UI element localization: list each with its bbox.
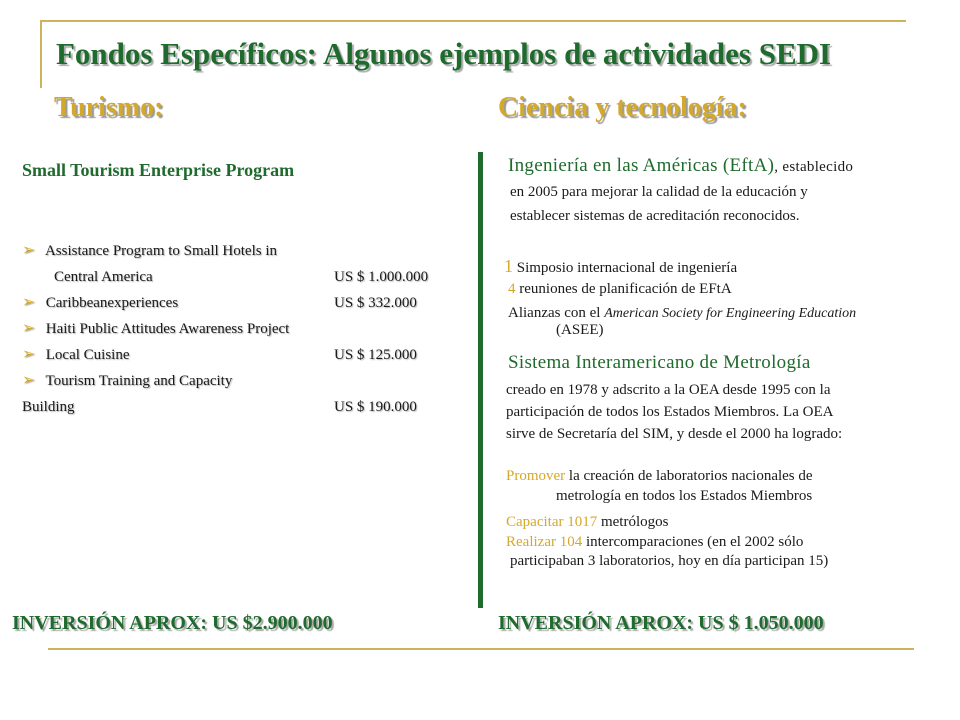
list-item: Central America US $ 1.000.000: [22, 264, 452, 290]
slide-title: Fondos Específicos: Algunos ejemplos de actividades SEDI: [56, 36, 832, 71]
list-item: Building US $ 190.000: [22, 394, 452, 420]
bottom-rule: [48, 648, 914, 650]
column-divider: [478, 152, 483, 608]
tourism-project-list: [22, 238, 452, 420]
amount: US $ 125.000: [334, 347, 417, 363]
sim-line-1: creado en 1978 y adscrito a la OEA desde 1995 con la: [506, 382, 831, 398]
amount: US $ 190.000: [334, 399, 417, 415]
amount: US $ 332.000: [334, 295, 417, 311]
efta-line-2: en 2005 para mejorar la calidad de la educación y: [510, 184, 808, 200]
sim-item-realizar: Realizar 104 intercomparaciones (en el 2002 sólo: [506, 534, 804, 550]
arrow-bullet-icon: ➢: [22, 346, 36, 363]
sim-line-2: participación de todos los Estados Miembros. La OEA: [506, 404, 834, 420]
arrow-bullet-icon: ➢: [22, 320, 36, 337]
arrow-bullet-icon: ➢: [22, 242, 36, 259]
tourism-investment: INVERSIÓN APROX: US $2.900.000: [12, 612, 333, 634]
left-rule: [40, 20, 42, 88]
list-item: ➢ Local Cuisine US $ 125.000: [22, 342, 452, 368]
sim-item-capacitar: Capacitar 1017 metrólogos: [506, 514, 669, 530]
science-investment: INVERSIÓN APROX: US $ 1.050.000: [498, 612, 824, 634]
list-item: ➢ Haiti Public Attitudes Awareness Project: [22, 316, 452, 342]
arrow-bullet-icon: ➢: [22, 294, 36, 311]
list-item: ➢ Tourism Training and Capacity: [22, 368, 452, 394]
efta-item-meetings: 4 reuniones de planificación de EFtA: [508, 281, 732, 297]
amount: US $ 1.000.000: [334, 269, 429, 285]
arrow-bullet-icon: ➢: [22, 372, 36, 389]
efta-item-symposium: 1 Simposio internacional de ingeniería: [504, 256, 738, 276]
efta-title-line: Ingeniería en las Américas (EftA), establecido: [508, 155, 854, 176]
efta-line-3: establecer sistemas de acreditación reconocidos.: [510, 208, 800, 224]
tourism-heading: Turismo:: [54, 92, 164, 123]
sim-item-promover-line-2: metrología en todos los Estados Miembros: [556, 488, 813, 504]
list-item: ➢ Assistance Program to Small Hotels in: [22, 238, 452, 264]
top-rule: [40, 20, 906, 22]
list-item: ➢ Caribbeanexperiences US $ 332.000: [22, 290, 452, 316]
sim-item-realizar-line-2: participaban 3 laboratorios, hoy en día participan 15): [510, 553, 829, 569]
efta-item-alliances-line-2: (ASEE): [556, 322, 604, 338]
science-heading: Ciencia y tecnología:: [498, 92, 747, 123]
sim-title: Sistema Interamericano de Metrología: [508, 352, 811, 373]
program-title: Small Tourism Enterprise Program: [22, 160, 295, 180]
efta-title: Ingeniería en las Américas (EftA): [508, 155, 775, 176]
sim-line-3: sirve de Secretaría del SIM, y desde el 2000 ha logrado:: [506, 426, 843, 442]
efta-item-alliances: Alianzas con el American Society for Engineering Education: [508, 305, 857, 321]
sim-item-promover: Promover la creación de laboratorios nacionales de: [506, 468, 813, 484]
